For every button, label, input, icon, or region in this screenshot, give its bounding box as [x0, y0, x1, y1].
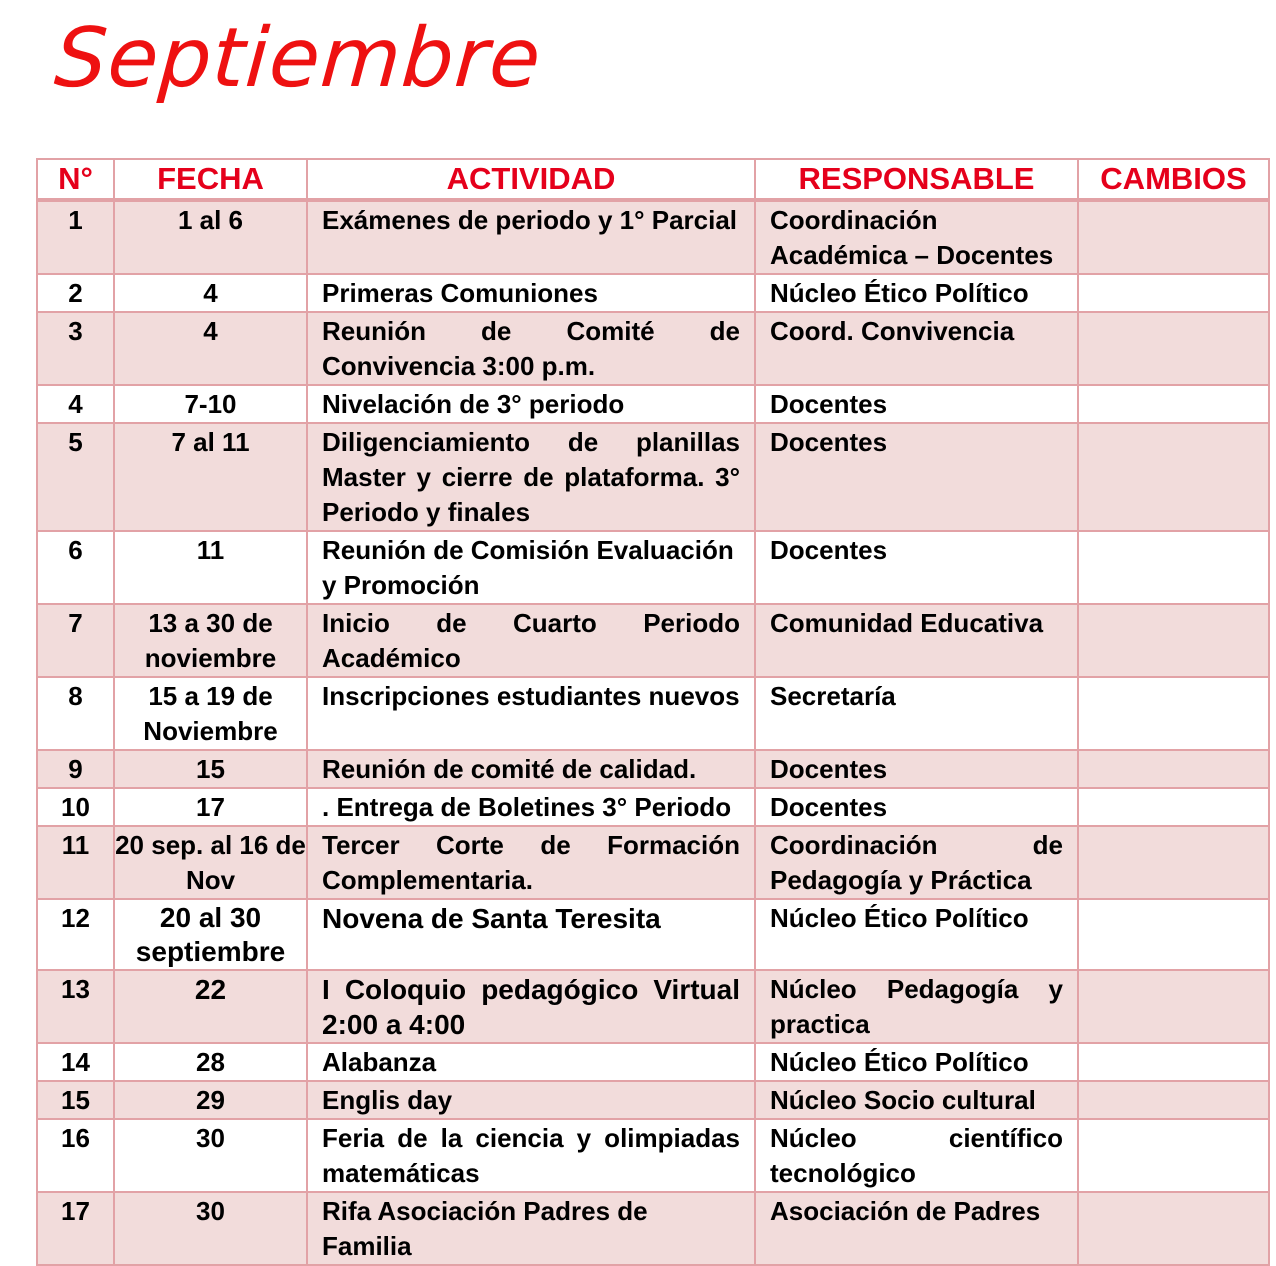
row-num: 17 [37, 1192, 114, 1265]
row-num: 2 [37, 274, 114, 312]
row-responsable: Docentes [755, 423, 1078, 531]
row-fecha: 4 [114, 312, 307, 385]
row-actividad: . Entrega de Boletines 3° Periodo [307, 788, 755, 826]
row-cambios [1078, 1043, 1269, 1081]
row-num: 9 [37, 750, 114, 788]
row-cambios [1078, 826, 1269, 899]
row-actividad: Englis day [307, 1081, 755, 1119]
row-cambios [1078, 788, 1269, 826]
row-responsable: Asociación de Padres [755, 1192, 1078, 1265]
header-fecha: FECHA [114, 159, 307, 200]
row-fecha: 15 a 19 de Noviembre [114, 677, 307, 750]
row-actividad: Primeras Comuniones [307, 274, 755, 312]
table-row [37, 677, 1269, 750]
row-num: 12 [37, 899, 114, 970]
row-responsable: Núcleo científico tecnológico [755, 1119, 1078, 1192]
header-actividad: ACTIVIDAD [307, 159, 755, 200]
row-fecha: 15 [114, 750, 307, 788]
table-row [37, 1043, 1269, 1081]
row-responsable: Núcleo Socio cultural [755, 1081, 1078, 1119]
row-num: 1 [37, 200, 114, 274]
page-title: Septiembre [51, 11, 545, 106]
row-responsable: Núcleo Pedagogía y practica [755, 970, 1078, 1043]
row-fecha: 22 [114, 970, 307, 1043]
row-fecha: 20 al 30 septiembre [114, 899, 307, 970]
row-fecha: 4 [114, 274, 307, 312]
row-cambios [1078, 604, 1269, 677]
row-cambios [1078, 1119, 1269, 1192]
row-num: 3 [37, 312, 114, 385]
row-cambios [1078, 385, 1269, 423]
table-row [37, 274, 1269, 312]
row-cambios [1078, 970, 1269, 1043]
row-num: 8 [37, 677, 114, 750]
row-responsable: Núcleo Ético Político [755, 899, 1078, 970]
row-actividad: Rifa Asociación Padres de Familia [307, 1192, 755, 1265]
row-fecha: 1 al 6 [114, 200, 307, 274]
row-fecha: 30 [114, 1192, 307, 1265]
row-responsable: Núcleo Ético Político [755, 274, 1078, 312]
row-num: 6 [37, 531, 114, 604]
row-cambios [1078, 312, 1269, 385]
schedule-table [36, 158, 1270, 1266]
row-fecha: 30 [114, 1119, 307, 1192]
row-fecha: 20 sep. al 16 de Nov [114, 826, 307, 899]
row-responsable: Docentes [755, 788, 1078, 826]
row-actividad: Novena de Santa Teresita [307, 899, 755, 970]
row-num: 14 [37, 1043, 114, 1081]
header-num: N° [37, 159, 114, 200]
table-row [37, 1081, 1269, 1119]
row-responsable: Docentes [755, 750, 1078, 788]
table-row [37, 604, 1269, 677]
row-fecha: 11 [114, 531, 307, 604]
row-responsable: Docentes [755, 385, 1078, 423]
row-actividad: Exámenes de periodo y 1° Parcial [307, 200, 755, 274]
table-header-row [37, 159, 1269, 200]
row-cambios [1078, 899, 1269, 970]
header-cambios: CAMBIOS [1078, 159, 1269, 200]
row-cambios [1078, 750, 1269, 788]
table-row [37, 1192, 1269, 1265]
table-row [37, 1119, 1269, 1192]
row-cambios [1078, 1192, 1269, 1265]
row-fecha: 29 [114, 1081, 307, 1119]
table-row [37, 970, 1269, 1043]
row-fecha: 13 a 30 de noviembre [114, 604, 307, 677]
row-cambios [1078, 1081, 1269, 1119]
row-responsable: Coordinación Académica – Docentes [755, 200, 1078, 274]
table-row [37, 385, 1269, 423]
row-actividad: Reunión de comité de calidad. [307, 750, 755, 788]
row-responsable: Coord. Convivencia [755, 312, 1078, 385]
row-cambios [1078, 274, 1269, 312]
row-responsable: Coordinación de Pedagogía y Práctica [755, 826, 1078, 899]
row-fecha: 28 [114, 1043, 307, 1081]
row-actividad: Feria de la ciencia y olimpiadas matemáticas [307, 1119, 755, 1192]
row-actividad: Tercer Corte de Formación Complementaria. [307, 826, 755, 899]
row-num: 13 [37, 970, 114, 1043]
row-num: 5 [37, 423, 114, 531]
table-row [37, 200, 1269, 274]
row-actividad: Inicio de Cuarto Periodo Académico [307, 604, 755, 677]
row-num: 15 [37, 1081, 114, 1119]
row-num: 11 [37, 826, 114, 899]
row-actividad: Reunión de Comisión Evaluación y Promoción [307, 531, 755, 604]
row-actividad: Nivelación de 3° periodo [307, 385, 755, 423]
row-responsable: Comunidad Educativa [755, 604, 1078, 677]
table-row [37, 750, 1269, 788]
row-num: 10 [37, 788, 114, 826]
row-actividad: Reunión de Comité de Convivencia 3:00 p.m. [307, 312, 755, 385]
table-row [37, 899, 1269, 970]
row-responsable: Secretaría [755, 677, 1078, 750]
table-row [37, 423, 1269, 531]
table-row [37, 788, 1269, 826]
row-num: 16 [37, 1119, 114, 1192]
row-fecha: 17 [114, 788, 307, 826]
row-actividad: Inscripciones estudiantes nuevos [307, 677, 755, 750]
row-responsable: Docentes [755, 531, 1078, 604]
row-cambios [1078, 423, 1269, 531]
row-responsable: Núcleo Ético Político [755, 1043, 1078, 1081]
row-num: 4 [37, 385, 114, 423]
row-cambios [1078, 531, 1269, 604]
row-actividad: I Coloquio pedagógico Virtual 2:00 a 4:00 [307, 970, 755, 1043]
table-row [37, 531, 1269, 604]
row-fecha: 7-10 [114, 385, 307, 423]
row-num: 7 [37, 604, 114, 677]
row-cambios [1078, 677, 1269, 750]
row-actividad: Alabanza [307, 1043, 755, 1081]
row-cambios [1078, 200, 1269, 274]
table-row [37, 312, 1269, 385]
row-fecha: 7 al 11 [114, 423, 307, 531]
table-row [37, 826, 1269, 899]
header-responsable: RESPONSABLE [755, 159, 1078, 200]
row-actividad: Diligenciamiento de planillas Master y cierre de plataforma. 3° Periodo y finales [307, 423, 755, 531]
